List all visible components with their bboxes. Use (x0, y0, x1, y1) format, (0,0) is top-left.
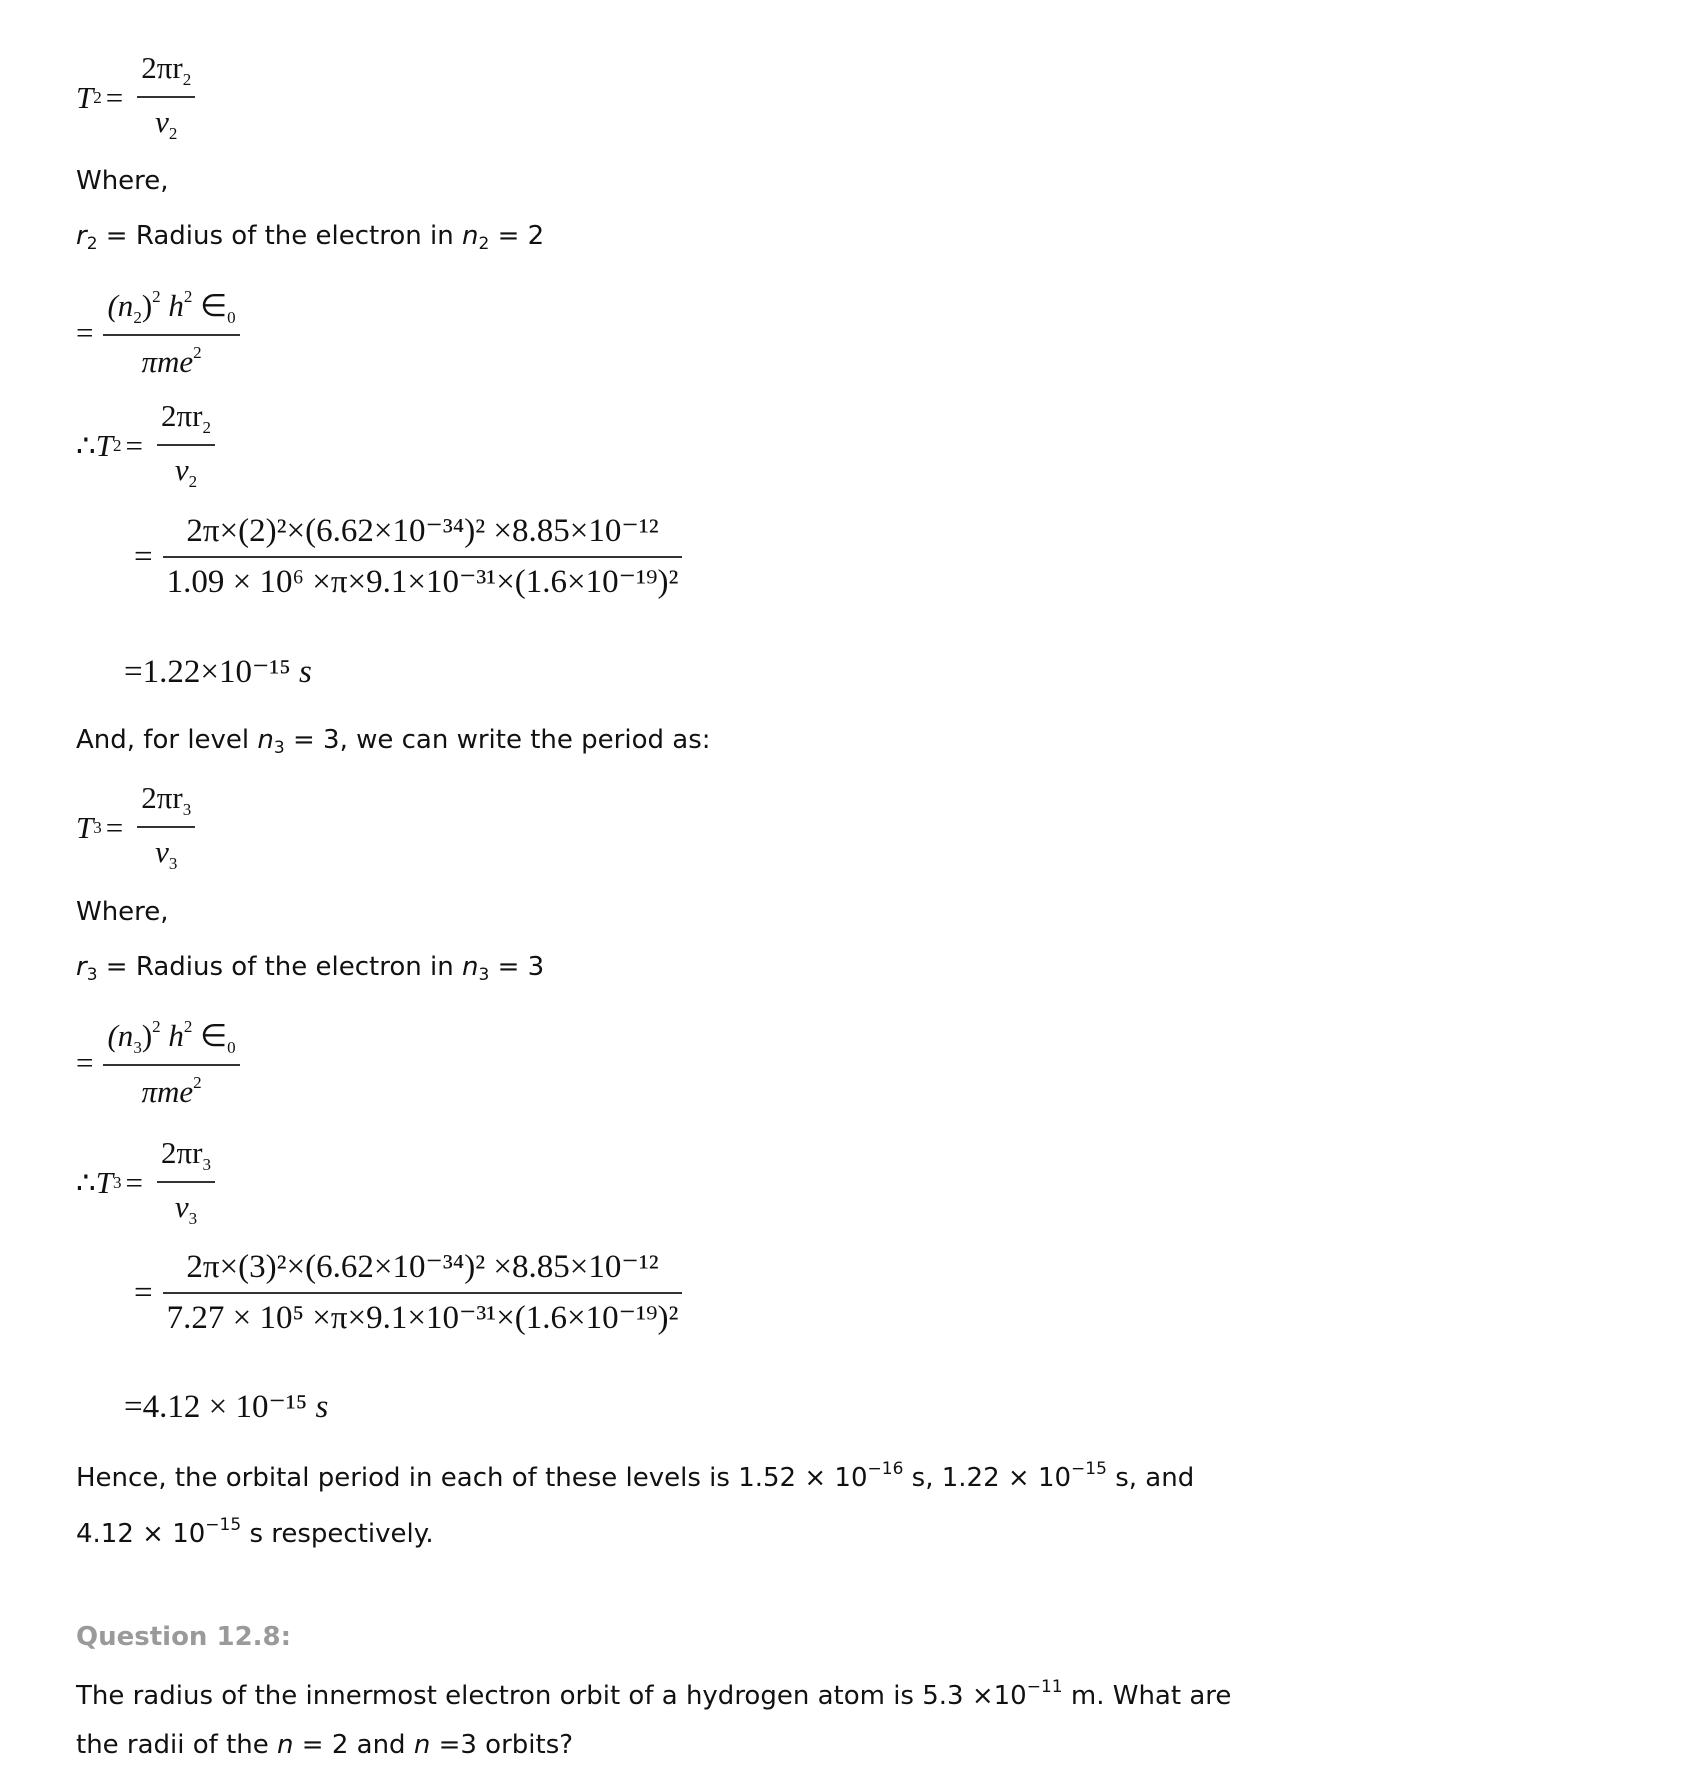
equals: = (125, 1164, 143, 1200)
sub: 3 (202, 1155, 211, 1174)
text: = 2 (489, 221, 545, 251)
question-line-1 (76, 1679, 1231, 1709)
numerator-part: ) (141, 288, 153, 323)
sub: 3 (168, 854, 178, 873)
text: =3 orbits? (430, 1730, 574, 1760)
sub: 2 (188, 472, 198, 491)
r3-formula (76, 1018, 240, 1107)
sup: −15 (205, 1515, 242, 1535)
fraction (157, 1137, 215, 1227)
where-label-1: Where, (76, 166, 169, 196)
fraction (137, 782, 195, 872)
numerator: 2πr (160, 1135, 203, 1170)
conclusion-line-1 (76, 1461, 1194, 1491)
text: And, for level (76, 725, 258, 755)
equals: = (134, 1274, 153, 1311)
sup: −15 (1071, 1459, 1107, 1479)
where-label-2: Where, (76, 897, 169, 927)
var-n: n (277, 1730, 294, 1760)
numerator-part: (n (107, 1018, 134, 1053)
t3-calculation (134, 1251, 682, 1335)
unit: s (299, 654, 312, 690)
equals: = (105, 809, 124, 845)
t2-definition (76, 52, 195, 142)
fraction (103, 1018, 239, 1107)
text: Hence, the orbital period in each of these levels is 1.52 × 10 (76, 1463, 868, 1493)
numerator: 2πr (141, 50, 183, 85)
sup: 2 (183, 287, 193, 306)
t3-definition (76, 782, 195, 872)
text: the radii of the (76, 1730, 278, 1760)
r2-formula (76, 288, 240, 377)
sub: 3 (133, 1038, 142, 1057)
level3-intro (76, 727, 711, 757)
sub: 2 (478, 234, 490, 254)
text: m. What are (1062, 1681, 1232, 1711)
var-r: r (76, 952, 87, 982)
text: s, and (1106, 1463, 1195, 1493)
t2-calculation (134, 515, 682, 599)
text: s respectively. (241, 1519, 434, 1549)
numerator-part: ∈ (192, 288, 228, 323)
result-value: =1.22×10⁻¹⁵ (124, 654, 291, 690)
sub: 2 (202, 418, 211, 437)
denominator: v (174, 452, 189, 487)
var-r: r (76, 221, 87, 251)
text: = Radius of the electron in (97, 221, 462, 251)
sup: 2 (183, 1017, 193, 1036)
fraction (163, 1251, 683, 1335)
equals: = (125, 427, 143, 463)
sub: 3 (188, 1209, 198, 1228)
unit: s (315, 1389, 329, 1425)
text: 4.12 × 10 (76, 1519, 206, 1549)
var-n: n (462, 952, 479, 982)
var-n: n (257, 725, 274, 755)
numerator: 2πr (160, 398, 203, 433)
text: The radius of the innermost electron orbit of a hydrogen atom is 5.3 ×10 (76, 1681, 1027, 1711)
equals: = (76, 1045, 94, 1080)
text: = 3, we can write the period as: (284, 725, 711, 755)
text: = Radius of the electron in (97, 952, 462, 982)
numerator: 2πr (141, 780, 183, 815)
sub: 3 (112, 1172, 122, 1192)
sup: 2 (193, 343, 202, 362)
sup: −16 (867, 1459, 904, 1479)
numerator-part: h (160, 1018, 184, 1053)
result-value: =4.12 × 10⁻¹⁵ (124, 1389, 308, 1425)
sub: 2 (168, 124, 178, 143)
fraction (157, 400, 215, 490)
sup: 2 (152, 1017, 161, 1036)
sub: 3 (273, 738, 285, 758)
fraction (163, 515, 683, 599)
sub: 0 (227, 1038, 236, 1057)
var-t: T (95, 1164, 113, 1200)
sub: 2 (93, 87, 102, 107)
var-n: n (413, 1730, 431, 1760)
equals: = (105, 79, 124, 115)
numerator-part: ) (141, 1018, 153, 1053)
sub: 3 (182, 800, 192, 819)
denominator: 1.09 × 10⁶ ×π×9.1×10⁻³¹×(1.6×10⁻¹⁹)² (163, 556, 683, 599)
sub: 2 (86, 234, 98, 254)
sup: 2 (193, 1073, 202, 1092)
t2-therefore (76, 400, 215, 490)
sup: −11 (1026, 1677, 1063, 1697)
denominator: πme (141, 1074, 194, 1109)
numerator-part: (n (107, 288, 134, 323)
var-t: T (76, 809, 94, 845)
t3-therefore (76, 1137, 215, 1227)
numerator: 2π×(2)²×(6.62×10⁻³⁴)² ×8.85×10⁻¹² (186, 513, 659, 549)
sup: 2 (152, 287, 161, 306)
sub: 2 (133, 308, 142, 327)
sub: 0 (227, 308, 236, 327)
fraction (137, 52, 195, 142)
text: s, 1.22 × 10 (903, 1463, 1072, 1493)
sub: 3 (93, 817, 102, 837)
var-t: T (76, 79, 94, 115)
text: = 3 (489, 952, 545, 982)
equals: = (76, 315, 94, 350)
sub: 3 (478, 965, 490, 985)
conclusion-line-2 (76, 1517, 434, 1547)
sub: 3 (86, 965, 98, 985)
equals: = (134, 538, 153, 575)
denominator: v (155, 834, 169, 869)
denominator: v (174, 1189, 189, 1224)
sub: 2 (112, 435, 122, 455)
sub: 2 (182, 70, 192, 89)
therefore-symbol: ∴ (76, 1164, 96, 1200)
denominator: πme (141, 344, 194, 379)
var-t: T (95, 427, 113, 463)
therefore-symbol: ∴ (76, 427, 96, 463)
denominator: v (155, 104, 169, 139)
r2-definition (76, 223, 544, 253)
numerator-part: h (160, 288, 184, 323)
var-n: n (462, 221, 479, 251)
question-line-2 (76, 1732, 573, 1758)
numerator-part: ∈ (192, 1018, 228, 1053)
text: = 2 and (293, 1730, 414, 1760)
r3-definition (76, 954, 544, 984)
t3-result (124, 1391, 328, 1424)
question-title: Question 12.8: (76, 1622, 292, 1652)
numerator: 2π×(3)²×(6.62×10⁻³⁴)² ×8.85×10⁻¹² (186, 1249, 659, 1285)
t2-result (124, 656, 312, 689)
fraction (103, 288, 239, 377)
denominator: 7.27 × 10⁵ ×π×9.1×10⁻³¹×(1.6×10⁻¹⁹)² (163, 1292, 683, 1335)
